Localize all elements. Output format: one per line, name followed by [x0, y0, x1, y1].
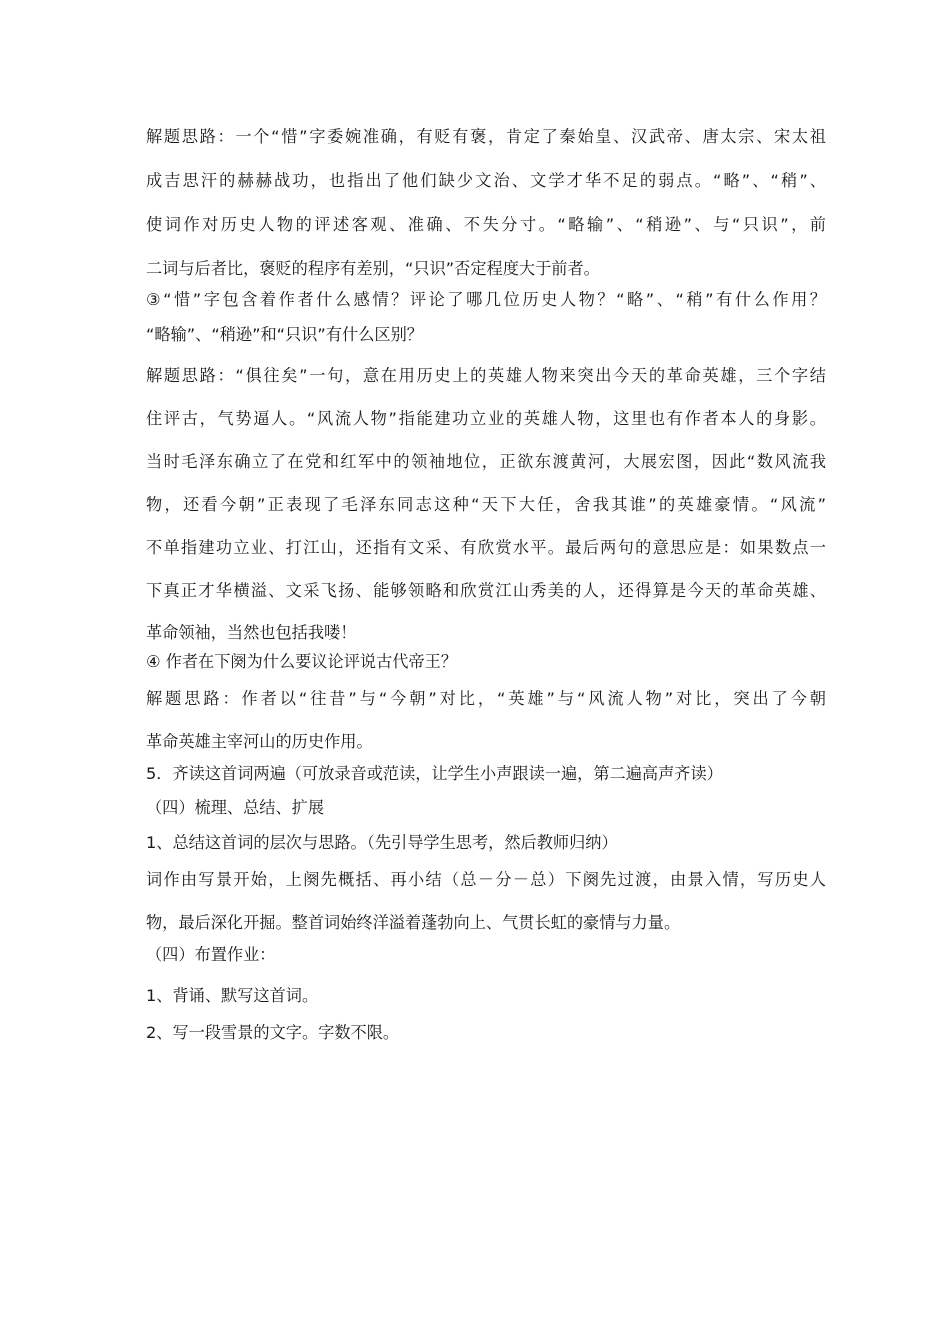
- text-line: 5．齐读这首词两遍（可放录音或范读，让学生小声跟读一遍，第二遍高声齐读）: [146, 764, 723, 783]
- list-item: 1、背诵、默写这首词。: [146, 986, 319, 1005]
- text-line: 解题思路：作者以“往昔”与“今朝”对比，“英雄”与“风流人物”对比，突出了今朝: [146, 689, 826, 708]
- text-line: 住评古，气势逼人。“风流人物”指能建功立业的英雄人物，这里也有作者本人的身影。: [146, 409, 826, 428]
- question-line: ④ 作者在下阕为什么要议论评说古代帝王？: [146, 652, 458, 671]
- list-item: 2、写一段雪景的文字。字数不限。: [146, 1023, 400, 1042]
- text-line: 解题思路：“俱往矣”一句，意在用历史上的英雄人物来突出今天的革命英雄，三个字结: [146, 366, 826, 385]
- text-line: 二词与后者比，褒贬的程序有差别，“只识”否定程度大于前者。: [146, 259, 600, 278]
- text-line: 物，还看今朝”正表现了毛泽东同志这种“天下大任，舍我其谁”的英雄豪情。“风流”: [146, 495, 826, 514]
- text-line: 解题思路：一个“惜”字委婉准确，有贬有褒，肯定了秦始皇、汉武帝、唐太宗、宋太祖: [146, 127, 826, 146]
- text-line: 革命领袖，当然也包括我喽！: [146, 623, 357, 642]
- text-line: 不单指建功立业、打江山，还指有文采、有欣赏水平。最后两句的意思应是：如果数点一: [146, 538, 826, 557]
- text-line: 下真正才华横溢、文采飞扬、能够领略和欣赏江山秀美的人，还得算是今天的革命英雄、: [146, 581, 826, 600]
- text-line: 词作由写景开始，上阕先概括、再小结（总－分－总）下阕先过渡，由景入情，写历史人: [146, 870, 826, 889]
- text-line: 物，最后深化开掘。整首词始终洋溢着蓬勃向上、气贯长虹的豪情与力量。: [146, 913, 681, 932]
- question-line: “略输”、“稍逊”和“只识”有什么区别？: [146, 325, 423, 344]
- section-heading: （四）布置作业：: [146, 945, 276, 964]
- text-line: 成吉思汗的赫赫战功，也指出了他们缺少文治、文学才华不足的弱点。“略”、“稍”、: [146, 171, 826, 190]
- section-heading: （四）梳理、总结、扩展: [146, 798, 325, 817]
- text-line: 当时毛泽东确立了在党和红军中的领袖地位，正欲东渡黄河，大展宏图，因此“数风流我: [146, 452, 826, 471]
- text-line: 使词作对历史人物的评述客观、准确、不失分寸。“略输”、“稍逊”、与“只识”，前: [146, 215, 826, 234]
- question-line: ③“惜”字包含着作者什么感情？评论了哪几位历史人物？“略”、“稍”有什么作用？: [146, 290, 826, 309]
- text-line: 1、总结这首词的层次与思路。（先引导学生思考，然后教师归纳）: [146, 833, 618, 852]
- text-line: 革命英雄主宰河山的历史作用。: [146, 732, 373, 751]
